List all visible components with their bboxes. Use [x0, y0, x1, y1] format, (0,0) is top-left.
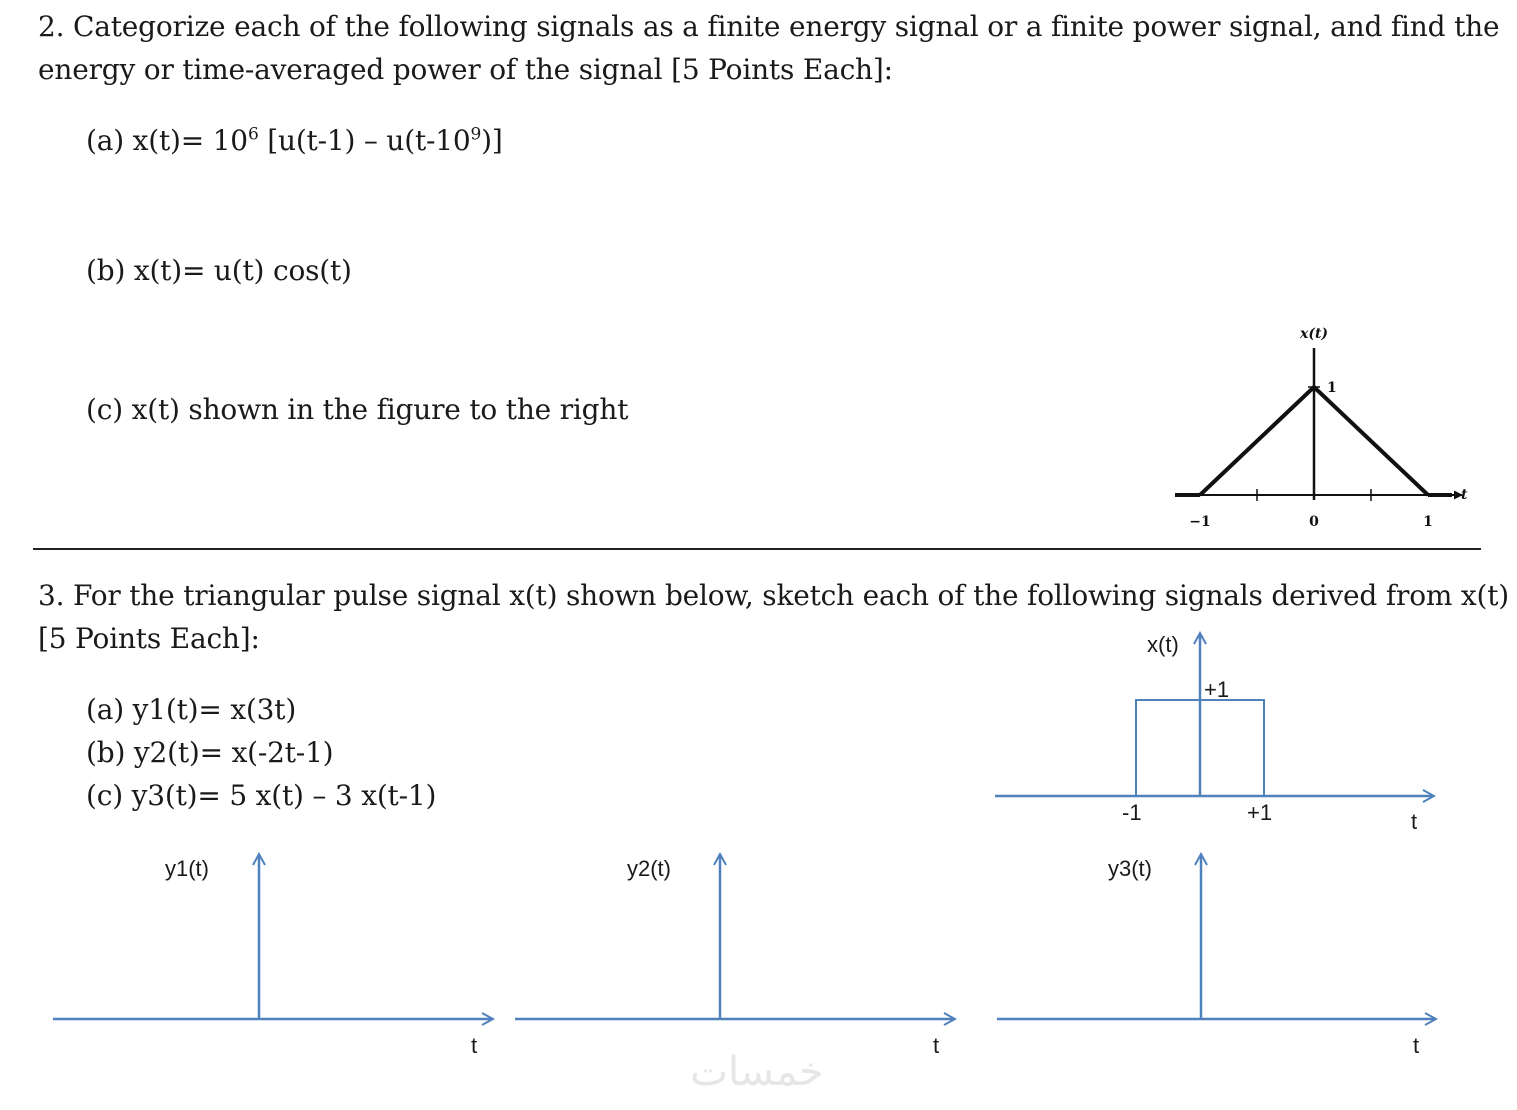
q2-figure-xlabel: t: [1461, 487, 1468, 503]
q3-part-b: (b) y2(t)= x(-2t-1): [86, 736, 334, 769]
y1-ylabel: y1(t): [165, 856, 209, 881]
q3-figure-tick-right: +1: [1247, 800, 1273, 825]
q3-part-c: (c) y3(t)= 5 x(t) – 3 x(t-1): [86, 779, 437, 812]
q3-prompt-line1: 3. For the triangular pulse signal x(t) shown below, sketch each of the following signals derived from x(t): [38, 579, 1509, 612]
q2-figure-tick-label-left: −1: [1189, 514, 1211, 530]
q2-triangle-figure: [1175, 326, 1468, 530]
q2-part-b: (b) x(t)= u(t) cos(t): [86, 254, 352, 287]
y3-sketch-axes: [997, 854, 1436, 1058]
q3-pulse-figure: [995, 632, 1434, 834]
q3-figure-height-label: +1: [1204, 677, 1230, 702]
y3-xlabel: t: [1413, 1033, 1420, 1058]
y2-xlabel: t: [933, 1033, 940, 1058]
y1-xlabel: t: [471, 1033, 478, 1058]
q3-prompt-line2: [5 Points Each]:: [38, 622, 260, 655]
q2-prompt-line1: 2. Categorize each of the following signals as a finite energy signal or a finite power signal, and find the: [38, 10, 1500, 43]
q2-figure-ylabel: x(t): [1299, 326, 1329, 342]
y1-sketch-axes: [53, 854, 493, 1058]
q2-figure-tick-label-zero: 0: [1309, 514, 1319, 530]
q3-figure-tick-left: -1: [1122, 800, 1142, 825]
q3-figure-xlabel: t: [1411, 809, 1418, 834]
y2-ylabel: y2(t): [627, 856, 671, 881]
y3-ylabel: y3(t): [1108, 856, 1152, 881]
q3-part-a: (a) y1(t)= x(3t): [86, 693, 297, 726]
q2-prompt-line2: energy or time-averaged power of the signal [5 Points Each]:: [38, 53, 893, 86]
q2-figure-peak-label: 1: [1327, 380, 1337, 396]
y2-sketch-axes: [515, 854, 955, 1058]
q2-part-a: (a) $x(t)= 10^6$ $[u(t-1) - u(t-10^9)]$: [86, 124, 503, 157]
q2-part-c: (c) x(t) shown in the figure to the right: [86, 393, 629, 426]
q3-figure-ylabel: x(t): [1147, 632, 1179, 657]
watermark: خمسات: [690, 1049, 824, 1095]
q2-figure-tick-label-right: 1: [1423, 514, 1433, 530]
